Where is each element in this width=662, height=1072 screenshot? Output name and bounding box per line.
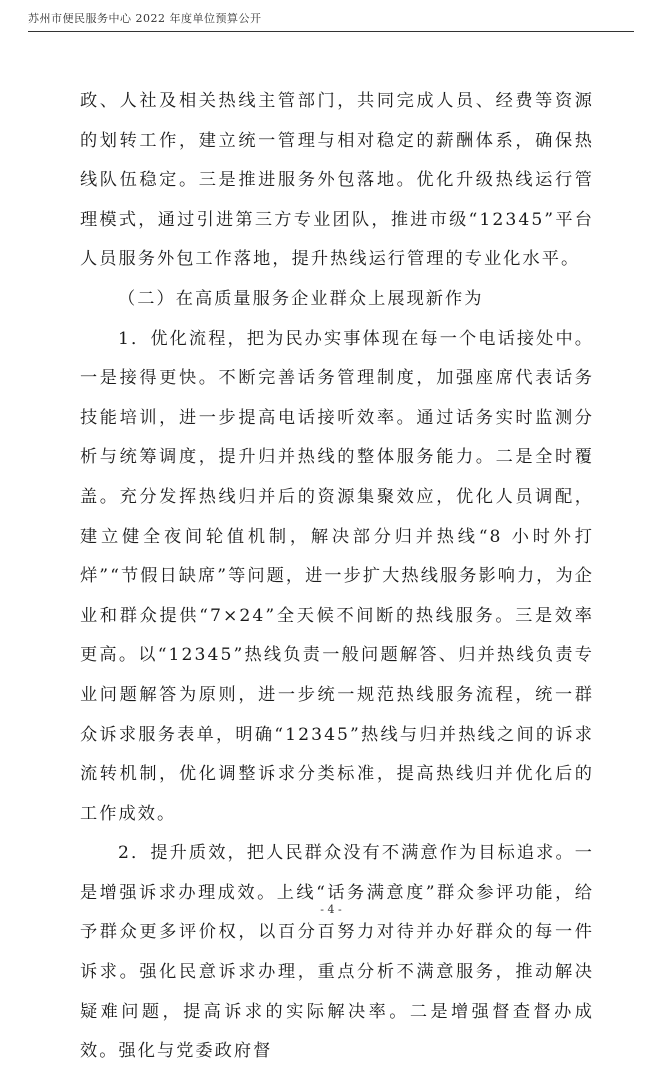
section-heading: （二）在高质量服务企业群众上展现新作为 [118, 288, 484, 309]
paragraph-optimize-process: 1．优化流程，把为民办实事体现在每一个电话接处中。一是接得更快。不断完善话务管理制度，加强座席代表话务技能培训，进一步提高电话接听效率。通过话务实时监测分析与统筹调度，提升归并热线的整体服务能力。二是全时覆盖。充分发挥热线归并后的资源集聚效应，优化人员调配，建立健全夜间轮值机制，解决部分归并热线“8 小时外打烊”“节假日缺席”等问题，进一步扩大热线服务影响力，为企业和群众提供“7×24”全天候不间断的热线服务。三是效率更高。以“12345”热线负责一般问题解答、归并热线负责专业问题解答为原则，进一步统一规范热线服务流程，统一群众诉求服务表单，明确“12345”热线与归并热线之间的诉求流转机制，优化调整诉求分类标准，提高热线归并优化后的工作成效。 [80, 328, 594, 824]
paragraph-continuation: 政、人社及相关热线主管部门，共同完成人员、经费等资源的划转工作，建立统一管理与相对稳定的薪酬体系，确保热线队伍稳定。三是推进服务外包落地。优化升级热线运行管理模式，通过引进第三方专业团队，推进市级“12345”平台人员服务外包工作落地，提升热线运行管理的专业化水平。 [80, 91, 594, 270]
page-number: - 4 - [320, 903, 342, 916]
header-divider [28, 31, 634, 32]
running-header: 苏州市便民服务中心 2022 年度单位预算公开 [28, 12, 262, 25]
paragraph-improve-quality: 2．提升质效，把人民群众没有不满意作为目标追求。一是增强诉求办理成效。上线“话务满意度”群众参评功能，给予群众更多评价权，以百分百努力对待并办好群众的每一件诉求。强化民意诉求办理，重点分析不满意服务，推动解决疑难问题，提高诉求的实际解决率。二是增强督查督办成效。强化与党委政府督 [80, 843, 594, 1062]
document-body [80, 82, 594, 1072]
